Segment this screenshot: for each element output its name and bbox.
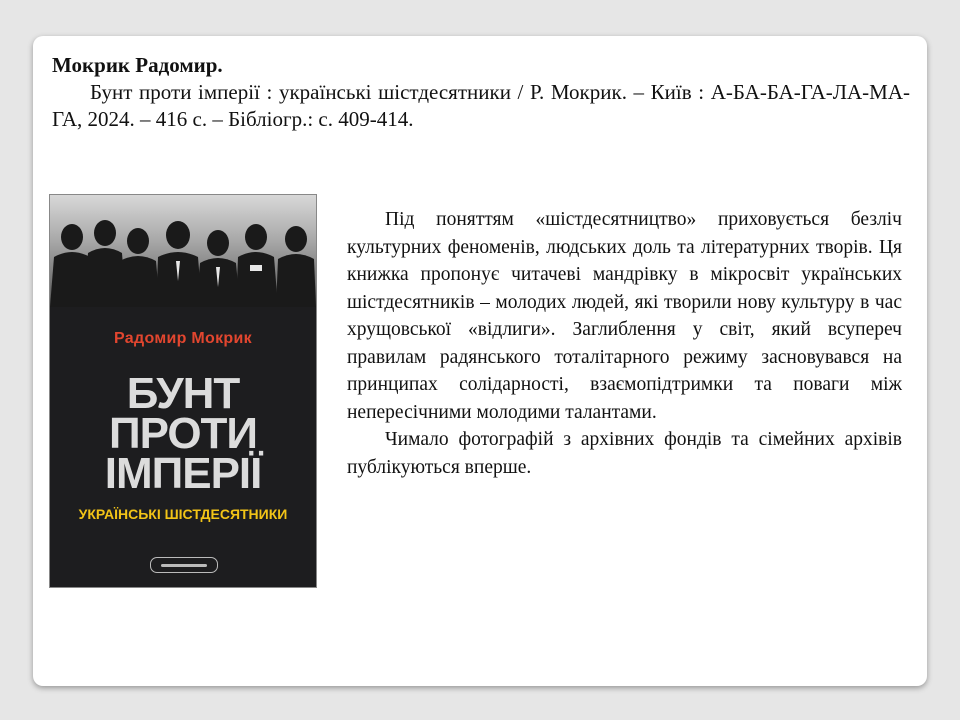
cover-author-name: Радомир Мокрик [114, 330, 252, 347]
book-author: Мокрик Радомир. [52, 53, 223, 77]
slide-card [33, 36, 927, 686]
cover-title-line-1: БУНТ [126, 369, 240, 418]
book-cover-image [49, 194, 317, 588]
group-photo-illustration [50, 195, 316, 307]
cover-title-line-3: ІМПЕРІЇ [104, 449, 262, 498]
bibliographic-record [52, 52, 910, 133]
description-paragraph: Чимало фотографій з архівних фондів та сімейних архівів публікуються вперше. [347, 429, 902, 478]
description-paragraph: Під поняттям «шістдесятництво» приховується безліч культурних феноменів, людських доль та літературних творів. Ця книжка пропонує читачеві мандрівку в мікросвіт українських шістдесятників – молодих людей, які творили нову культуру в час хрущовської «відлиги». Заглиблення у світ, який всупереч правилам радянського тоталітарного режиму засновувався на принципах солідарності, взаємопідтримки та поваги між непересічними молодими талантами. [347, 209, 902, 423]
publisher-logo-icon [150, 557, 218, 573]
bibliographic-entry: Бунт проти імперії : українські шістдесятники / Р. Мокрик. – Київ : А-БА-БА-ГА-ЛА-МА-ГА, 2024. – 416 с. – Бібліогр.: с. 409-414. [52, 80, 910, 131]
cover-subtitle: УКРАЇНСЬКІ ШІСТДЕСЯТНИКИ [78, 506, 288, 522]
cover-group-photo [50, 195, 316, 307]
book-description [347, 206, 902, 481]
cover-title-line-2: ПРОТИ [108, 409, 258, 458]
